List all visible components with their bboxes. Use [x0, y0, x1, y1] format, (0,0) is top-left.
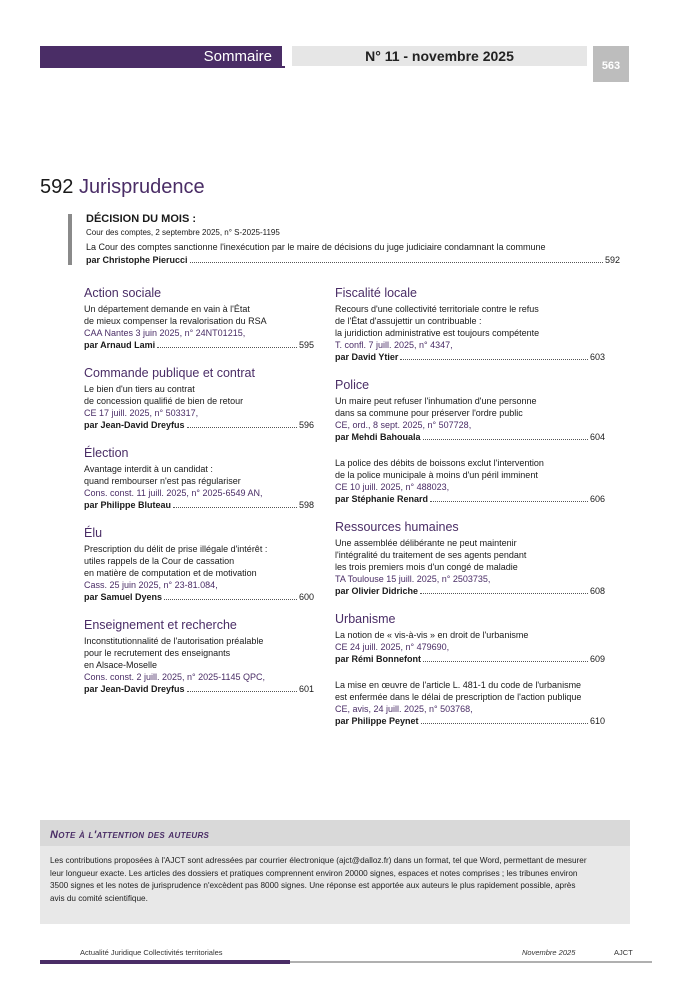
toc-entry-title-line: Prescription du délit de prise illégale d'intérêt : — [84, 544, 268, 554]
decision-heading: DÉCISION DU MOIS : — [86, 213, 197, 225]
toc-entry-page: 609 — [589, 654, 605, 664]
toc-entry-page: 600 — [298, 592, 314, 602]
toc-column-left — [84, 285, 314, 709]
toc-entry-title-line: Le bien d'un tiers au contrat — [84, 384, 195, 394]
toc-entry-title-line: dans sa commune pour préserver l'ordre public — [335, 408, 523, 418]
toc-category-heading: Fiscalité locale — [335, 286, 417, 300]
toc-entry[interactable] — [335, 303, 605, 363]
toc-entry-author: par Olivier Didriche — [335, 586, 419, 596]
toc-entry-citation: CE, ord., 8 sept. 2025, n° 507728, — [335, 420, 472, 430]
header-issue: N° 11 - novembre 2025 — [292, 46, 587, 66]
section-title-number: 592 — [40, 176, 74, 198]
toc-entry-title-line: en Alsace-Moselle — [84, 660, 158, 670]
author-note-line: avis du comité scientifique. — [50, 893, 148, 903]
header-section-label: Sommaire — [40, 46, 282, 66]
toc-category-heading: Action sociale — [84, 286, 162, 300]
toc-entry-title-line: Recours d'une collectivité territoriale contre le refus — [335, 304, 539, 314]
toc-category-heading: Ressources humaines — [335, 520, 459, 534]
toc-entry[interactable] — [335, 629, 605, 665]
toc-entry-citation: CE, avis, 24 juill. 2025, n° 503768, — [335, 704, 473, 714]
toc-entry-page: 596 — [298, 420, 314, 430]
toc-entry-title-line: Un département demande en vain à l'État — [84, 304, 250, 314]
decision-page: 592 — [604, 255, 620, 265]
toc-entry-citation: Cass. 25 juin 2025, n° 23-81.084, — [84, 580, 218, 590]
toc-entry[interactable] — [335, 537, 605, 597]
toc-entry-author: par Philippe Peynet — [335, 716, 419, 726]
toc-entry-author: par Philippe Bluteau — [84, 500, 172, 510]
toc-entry-citation: CE 24 juill. 2025, n° 479690, — [335, 642, 450, 652]
toc-entry[interactable] — [335, 395, 605, 443]
toc-entry-title-line: utiles rappels de la Cour de cassation — [84, 556, 235, 566]
header-rule — [40, 66, 285, 68]
toc-entry-page: 603 — [589, 352, 605, 362]
dot-leader — [421, 723, 588, 724]
decision-summary: La Cour des comptes sanctionne l'inexécution par le maire de décisions du juge judiciaire condamnant la commune — [86, 242, 546, 252]
toc-entry-page: 610 — [589, 716, 605, 726]
toc-entry-title-line: de concession qualifié de bien de retour — [84, 396, 244, 406]
toc-entry-author-line — [84, 339, 314, 351]
toc-entry-author-line — [335, 585, 605, 597]
dot-leader — [164, 599, 297, 600]
toc-entry-page: 606 — [589, 494, 605, 504]
toc-entry-author: par David Ytier — [335, 352, 399, 362]
author-note-line: 3500 signes et les notes de jurisprudence n'excèdent pas 8000 signes. Une réponse est apportée aux auteurs le plus rapidement possible, après — [50, 881, 576, 890]
toc-entry-author-line — [84, 499, 314, 511]
author-note-title — [50, 829, 209, 841]
toc-entry-page: 601 — [298, 684, 314, 694]
toc-entry-author: par Stéphanie Renard — [335, 494, 429, 504]
decision-accent-bar — [68, 214, 72, 265]
toc-entry-author-line — [84, 419, 314, 431]
toc-entry-author: par Samuel Dyens — [84, 592, 163, 602]
footer-date: Novembre 2025 — [522, 948, 576, 957]
toc-entry-author: par Jean-David Dreyfus — [84, 420, 185, 430]
dot-leader — [420, 593, 588, 594]
toc-entry-author-line — [335, 653, 605, 665]
toc-entry-title-line: l'intégralité du traitement de ses agents pendant — [335, 550, 527, 560]
toc-entry-citation: Cons. const. 11 juill. 2025, n° 2025-6549 AN, — [84, 488, 263, 498]
toc-entry-title-line: la juridiction administrative est toujours compétente — [335, 328, 540, 338]
toc-entry-title-line: quand rembourser n'est pas régulariser — [84, 476, 241, 486]
toc-entry-author: par Arnaud Lami — [84, 340, 156, 350]
toc-entry-title-line: en matière de computation et de motivation — [84, 568, 257, 578]
toc-entry-title-line: La mise en œuvre de l'article L. 481-1 du code de l'urbanisme — [335, 680, 582, 690]
toc-entry[interactable] — [84, 543, 314, 603]
dot-leader — [187, 691, 297, 692]
toc-category-heading: Enseignement et recherche — [84, 618, 237, 632]
toc-entry-page: 595 — [298, 340, 314, 350]
dot-leader — [423, 439, 588, 440]
dot-leader — [423, 661, 588, 662]
author-note-line: leur longueur exacte. Les articles des dossiers et pratiques comprennent environ 20000 signes, espaces et notes comprises ; les tribunes environ — [50, 868, 578, 878]
toc-entry[interactable] — [84, 383, 314, 431]
toc-entry-title-line: de mieux compenser la revalorisation du RSA — [84, 316, 267, 326]
dot-leader — [430, 501, 588, 502]
toc-entry[interactable] — [84, 635, 314, 695]
toc-entry-page: 598 — [298, 500, 314, 510]
toc-entry-page: 604 — [589, 432, 605, 442]
toc-entry-title-line: La notion de « vis-à-vis » en droit de l'urbanisme — [335, 630, 529, 640]
toc-entry-author: par Rémi Bonnefont — [335, 654, 422, 664]
toc-entry-author-line — [84, 683, 314, 695]
toc-entry-title-line: pour le recrutement des enseignants — [84, 648, 231, 658]
decision-author: par Christophe Pierucci — [86, 255, 188, 265]
toc-entry-title-line: de la police municipale à moins d'un péril imminent — [335, 470, 538, 480]
toc-entry-author-line — [84, 591, 314, 603]
toc-entry-citation: CE 10 juill. 2025, n° 488023, — [335, 482, 450, 492]
header-page-number: 563 — [593, 46, 629, 82]
toc-entry-author: par Mehdi Bahouala — [335, 432, 421, 442]
dot-leader — [190, 262, 603, 263]
toc-entry[interactable] — [84, 303, 314, 351]
toc-category-heading: Commande publique et contrat — [84, 366, 255, 380]
toc-entry-title-line: de l'État d'assujettir un contribuable : — [335, 316, 482, 326]
decision-author-line[interactable] — [86, 254, 620, 266]
toc-entry-citation: CAA Nantes 3 juin 2025, n° 24NT01215, — [84, 328, 246, 338]
toc-entry[interactable] — [335, 457, 605, 505]
toc-entry-citation: Cons. const. 2 juill. 2025, n° 2025-1145 QPC, — [84, 672, 266, 682]
author-note-title-text: Note à l'attention des auteurs — [50, 829, 210, 841]
author-note-line: Les contributions proposées à l'AJCT sont adressées par courrier électronique (ajct@dalloz.fr) dans un format, tel que Word, permettant de mesurer — [50, 856, 587, 865]
toc-entry[interactable] — [84, 463, 314, 511]
toc-category-heading: Police — [335, 378, 370, 392]
toc-entry-author-line — [335, 431, 605, 443]
toc-category-heading: Élu — [84, 526, 103, 540]
toc-entry-title-line: Avantage interdit à un candidat : — [84, 464, 213, 474]
footer-accent-bar — [40, 960, 290, 964]
toc-category-heading: Urbanisme — [335, 612, 396, 626]
section-title — [40, 176, 205, 199]
toc-entry-title-line: Un maire peut refuser l'inhumation d'une personne — [335, 396, 537, 406]
toc-entry-citation: TA Toulouse 15 juill. 2025, n° 2503735, — [335, 574, 491, 584]
toc-entry-title-line: les trois premiers mois d'un congé de maladie — [335, 562, 518, 572]
toc-entry-author: par Jean-David Dreyfus — [84, 684, 185, 694]
toc-entry-author-line — [335, 715, 605, 727]
toc-entry-title-line: La police des débits de boissons exclut l'intervention — [335, 458, 544, 468]
toc-entry-title-line: Une assemblée délibérante ne peut maintenir — [335, 538, 517, 548]
toc-entry-title-line: est enfermée dans le délai de prescription de l'action publique — [335, 692, 582, 702]
toc-entry-citation: T. confl. 7 juill. 2025, n° 4347, — [335, 340, 453, 350]
section-title-name: Jurisprudence — [78, 176, 205, 198]
decision-source: Cour des comptes, 2 septembre 2025, n° S-2025-1195 — [86, 228, 280, 237]
dot-leader — [157, 347, 297, 348]
toc-entry-author-line — [335, 351, 605, 363]
toc-entry-page: 608 — [589, 586, 605, 596]
toc-entry-author-line — [335, 493, 605, 505]
author-note-body — [50, 855, 622, 905]
footer-code: AJCT — [614, 948, 633, 957]
dot-leader — [187, 427, 297, 428]
dot-leader — [173, 507, 297, 508]
toc-entry[interactable] — [335, 679, 605, 727]
toc-column-right — [335, 285, 605, 741]
footer-journal-name: Actualité Juridique Collectivités territoriales — [80, 948, 223, 957]
toc-category-heading: Élection — [84, 446, 129, 460]
footer-rule — [290, 961, 652, 963]
toc-entry-citation: CE 17 juill. 2025, n° 503317, — [84, 408, 199, 418]
toc-entry-title-line: Inconstitutionnalité de l'autorisation préalable — [84, 636, 264, 646]
dot-leader — [400, 359, 588, 360]
